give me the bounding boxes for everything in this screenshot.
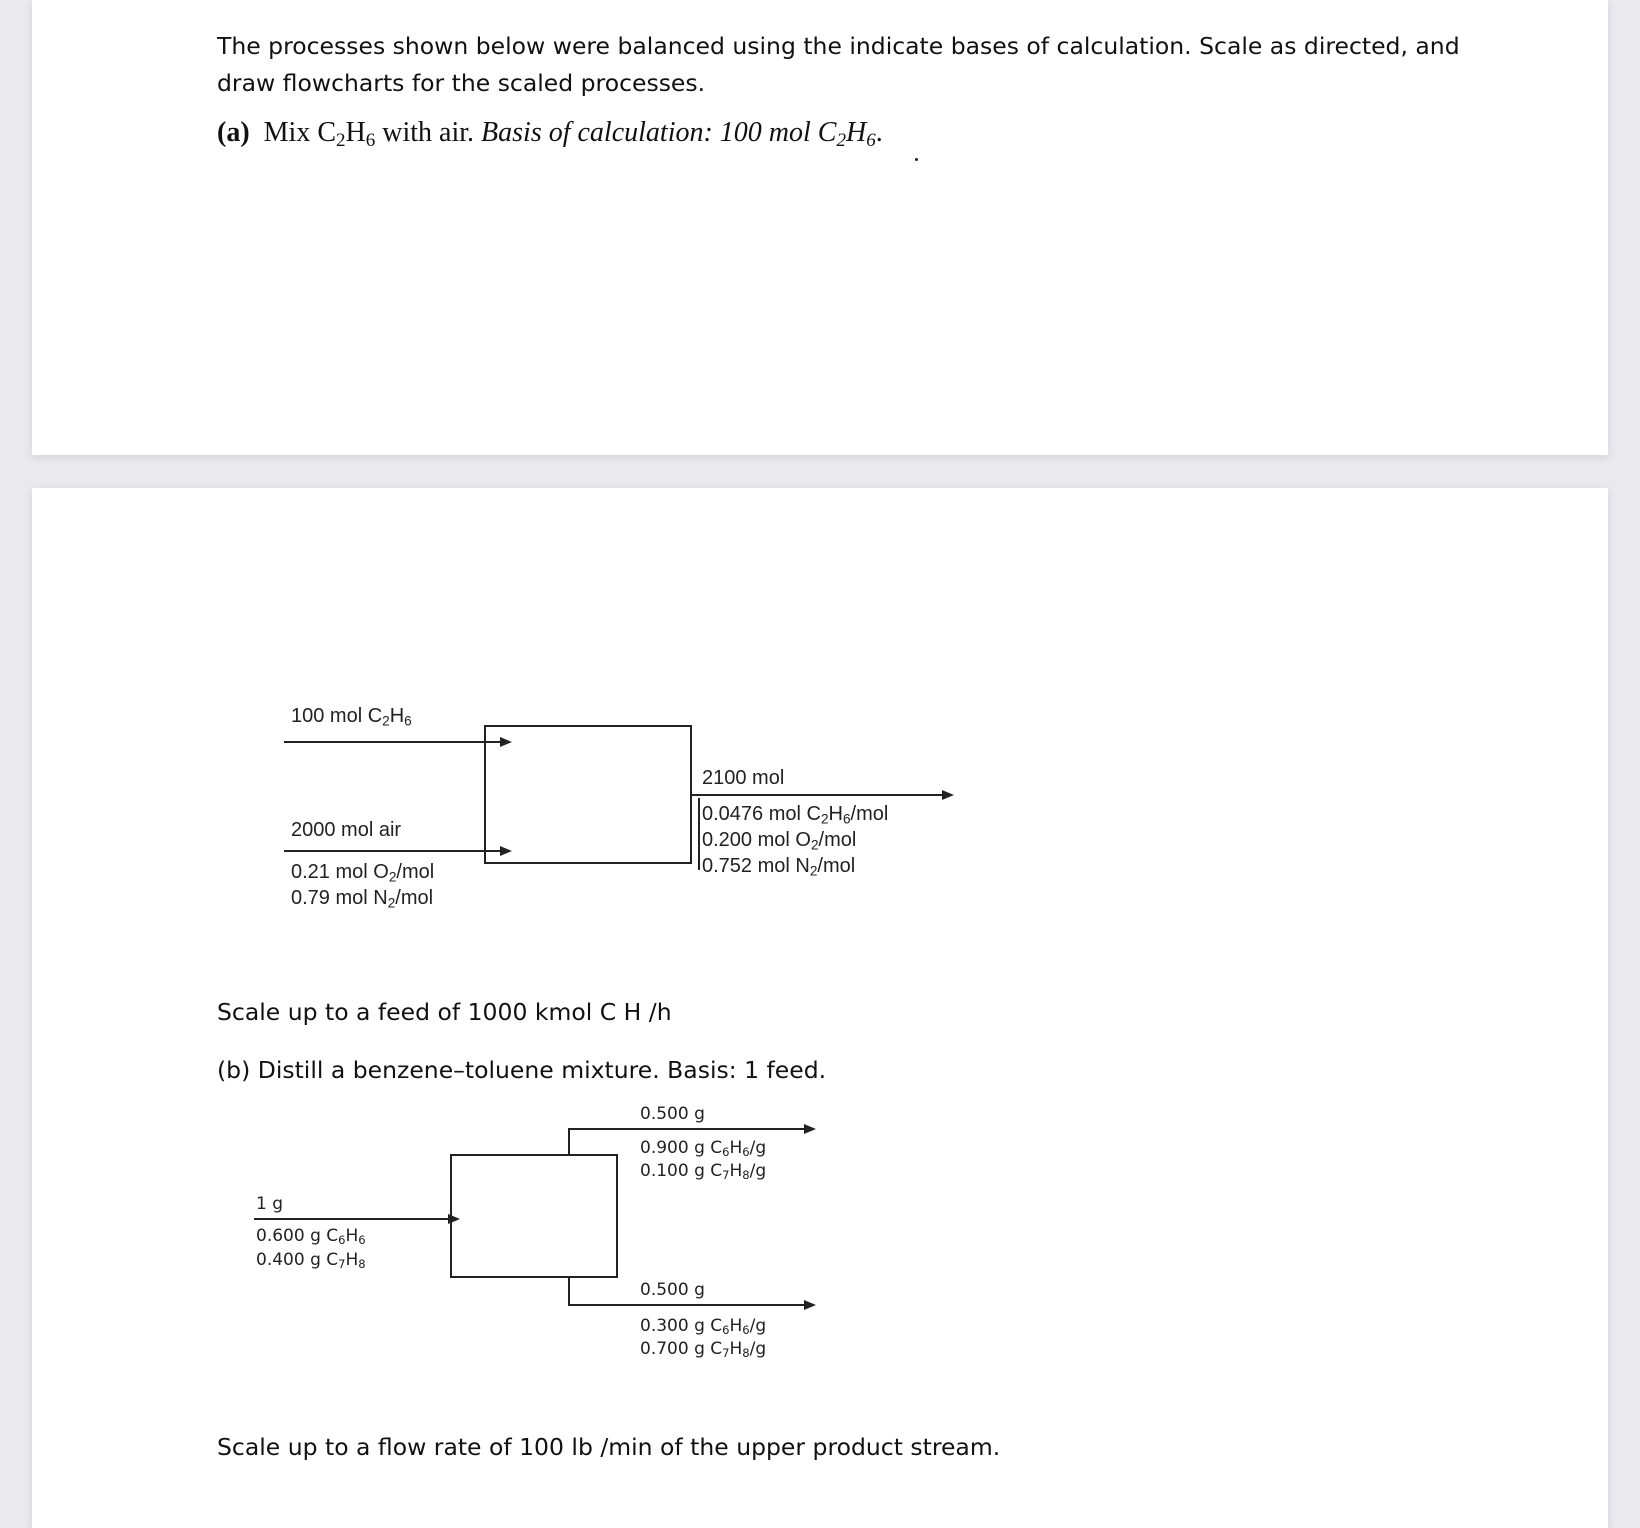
feed-total: 1 g xyxy=(256,1194,284,1214)
feed2-stream-line xyxy=(284,850,502,852)
product-o2-fraction: 0.200 mol $O_2$/mol xyxy=(702,829,857,853)
page-two xyxy=(32,488,1608,1528)
feed-benzene-fraction: 0.600 g $C_6H_6$ xyxy=(256,1226,366,1247)
bottom-product-drop-line xyxy=(568,1276,570,1306)
bottom-toluene-fraction: 0.700 g $C_7H_8/g$ xyxy=(640,1339,767,1360)
feed2-n2-fraction: 0.79 mol $N_2$/mol xyxy=(291,887,434,911)
stray-dot xyxy=(915,158,918,161)
product-arrow-icon xyxy=(942,790,954,800)
part-a-label: (a) xyxy=(217,117,250,148)
feed1-stream-line xyxy=(284,741,502,743)
part-a-sub: 6 xyxy=(365,129,376,151)
top-benzene-fraction: 0.900 g $C_6H_6/g$ xyxy=(640,1138,767,1159)
feed-stream-line xyxy=(254,1218,450,1220)
top-product-riser-line xyxy=(568,1128,570,1156)
product-stream-line xyxy=(692,794,944,796)
part-a-sub: 2 xyxy=(336,129,346,151)
intro-line-2: draw flowcharts for the scaled processes. xyxy=(217,69,706,97)
feed-arrow-icon xyxy=(448,1214,460,1224)
mixer-unit-box xyxy=(484,725,692,864)
feed2-title: 2000 mol air xyxy=(291,819,402,841)
product-n2-fraction: 0.752 mol $N_2$/mol xyxy=(702,855,856,879)
part-b-heading: (b) Distill a benzene–toluene mixture. Basis: 1 feed. xyxy=(217,1056,827,1084)
bottom-benzene-fraction: 0.300 g $C_6H_6/g$ xyxy=(640,1316,767,1337)
feed-toluene-fraction: 0.400 g $C_7H_8$ xyxy=(256,1250,366,1271)
top-product-stream-line xyxy=(568,1128,806,1130)
top-product-arrow-icon xyxy=(804,1124,816,1134)
feed1-label: 100 mol $C_2H_6$ xyxy=(291,705,412,729)
part-a-heading xyxy=(217,117,883,149)
feed2-arrow-icon xyxy=(500,846,512,856)
bottom-product-total: 0.500 g xyxy=(640,1280,705,1300)
bottom-product-arrow-icon xyxy=(804,1300,816,1310)
top-product-total: 0.500 g xyxy=(640,1104,705,1124)
page-one xyxy=(32,0,1608,455)
part-a-basis: Basis of calculation: 100 mol $C_2H_6$ xyxy=(481,117,876,151)
intro-line-1: The processes shown below were balanced using the indicate bases of calculation. Scale as directed, and xyxy=(217,32,1460,60)
feed2-o2-fraction: 0.21 mol $O_2$/mol xyxy=(291,861,435,885)
bottom-product-stream-line xyxy=(568,1304,806,1306)
part-a-period: . xyxy=(875,117,883,148)
product-total: 2100 mol xyxy=(702,767,785,789)
distillation-column-box xyxy=(450,1154,618,1278)
part-a-with-air: with air. xyxy=(375,117,475,148)
product-c2h6-fraction: 0.0476 mol $C_2H_6$/mol xyxy=(702,803,889,827)
part-a-mix-text: Mix C xyxy=(263,117,337,148)
top-toluene-fraction: 0.100 g $C_7H_8/g$ xyxy=(640,1161,767,1182)
scale-instruction-a: Scale up to a feed of 1000 kmol C H /h xyxy=(217,998,672,1026)
part-a-h: H xyxy=(345,117,366,148)
scale-instruction-b: Scale up to a flow rate of 100 lb /min of the upper product stream. xyxy=(217,1433,1001,1461)
product-bracket-line xyxy=(698,798,700,870)
